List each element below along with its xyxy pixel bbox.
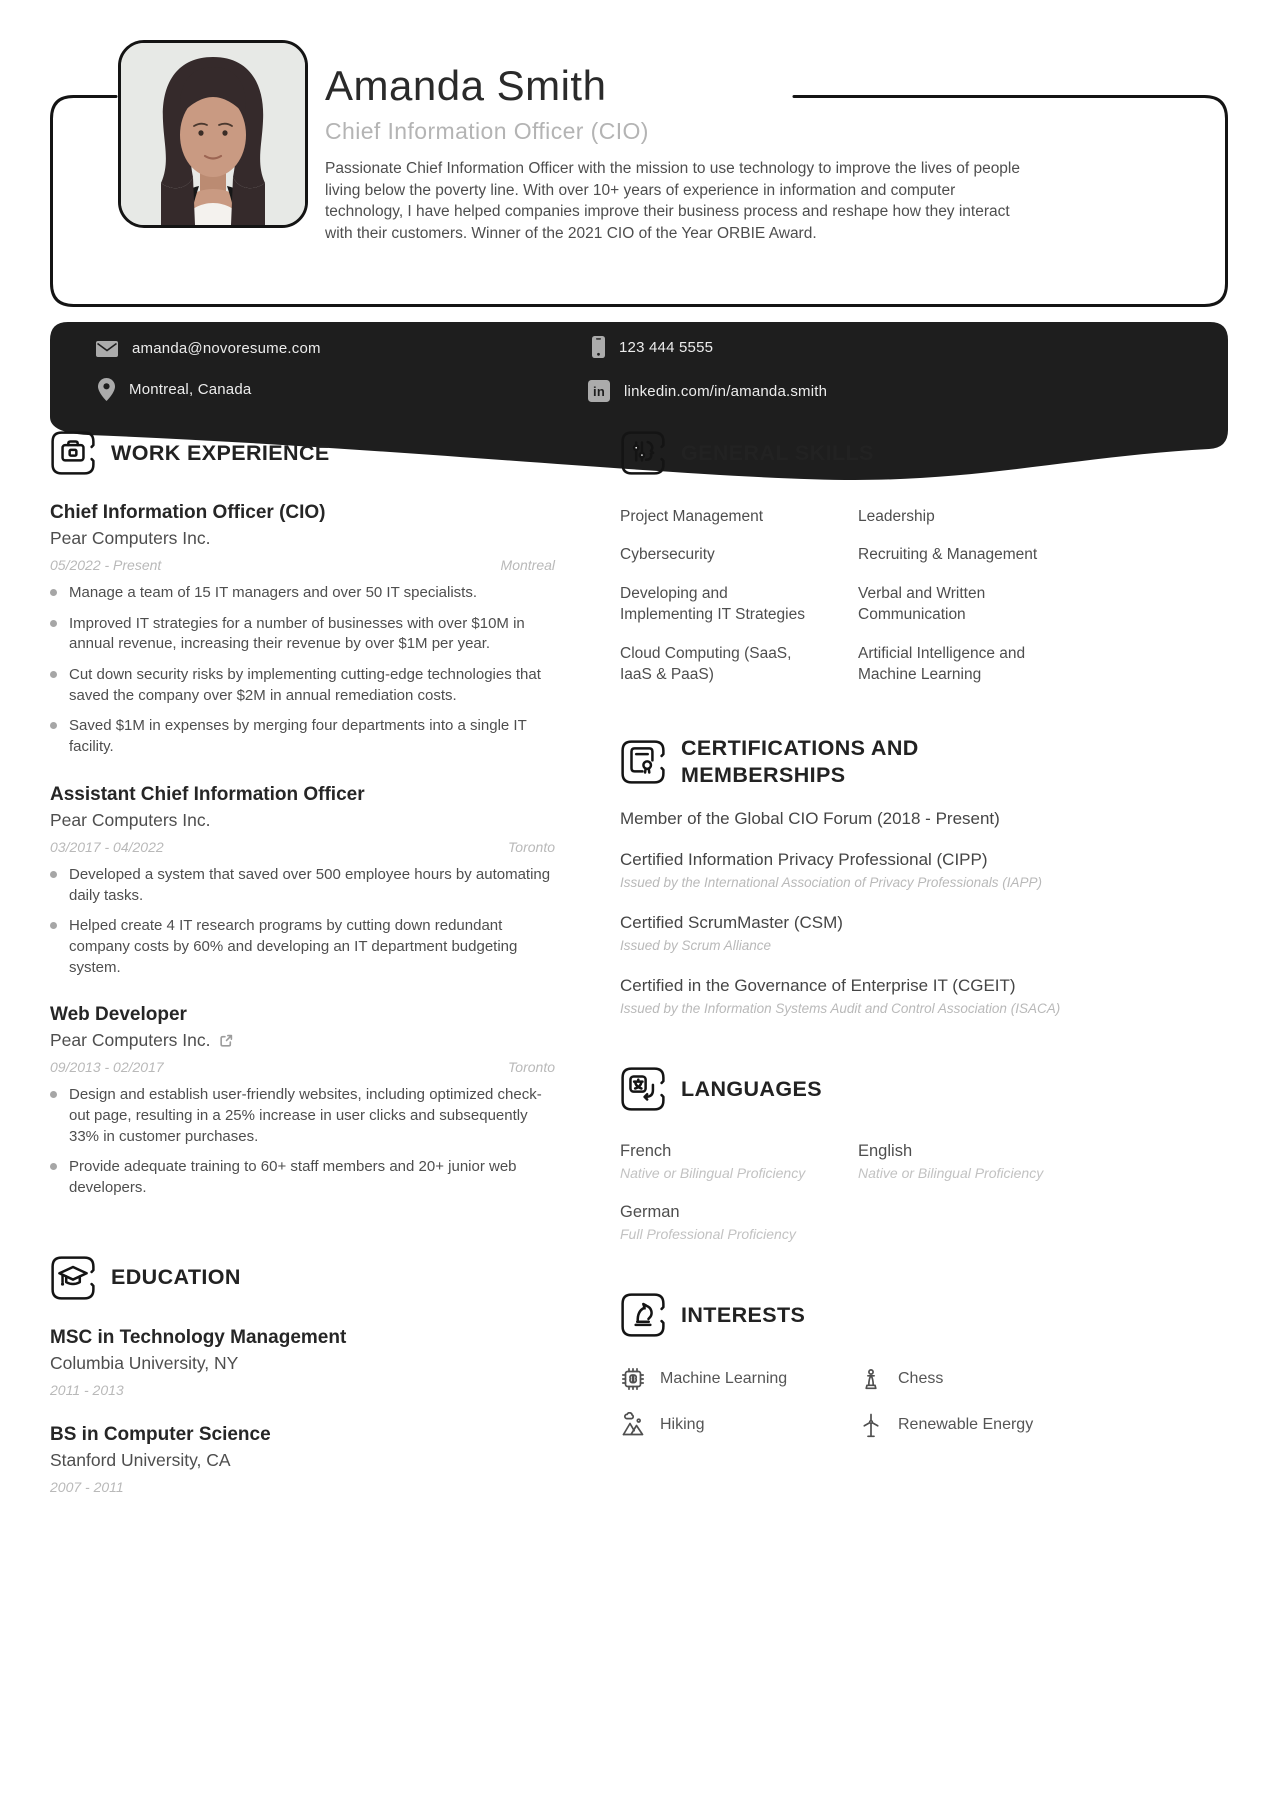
company-name: Pear Computers Inc. [50,528,211,548]
skill-item: Cloud Computing (SaaS, IaaS & PaaS) [620,644,792,683]
language-level: Native or Bilingual Proficiency [858,1165,1044,1182]
degree-name: MSC in Technology Management [50,1326,347,1348]
right-column [620,430,1067,1438]
certification-entry [620,808,1067,830]
job-bullet: Provide adequate training to 60+ staff members and 20+ junior web developers. [50,1157,555,1198]
education-section [50,1255,555,1495]
portrait-illustration [121,43,305,225]
language-name: German [620,1203,680,1222]
job-bullet: Design and establish user-friendly websites, including optimized check-out page, resulting in a 25% increase in user clicks and subsequently 33% in customer purchases. [50,1085,555,1147]
skills-grid [620,506,1067,685]
company-name: Pear Computers Inc. [50,1030,555,1051]
language-entry [620,1203,820,1242]
linkedin-value: linkedin.com/in/amanda.smith [624,382,828,400]
certifications-section [620,735,1067,1018]
job-title: Assistant Chief Information Officer [50,783,365,805]
job-bullet: Manage a team of 15 IT managers and over 50 IT specialists. [50,583,555,604]
head-sliders-icon [620,430,666,476]
certification-issuer: Issued by Scrum Alliance [620,937,772,953]
job-entry [50,1004,555,1198]
chess-knight-icon [620,1292,666,1338]
job-bullet: Helped create 4 IT research programs by cutting down redundant company costs by 60% and developing an IT department budgeting system. [50,916,555,978]
location-value: Montreal, Canada [129,381,252,398]
languages-title: LANGUAGES [681,1076,822,1101]
job-entry [50,784,555,978]
contact-location [98,378,251,401]
interest-item [620,1366,820,1392]
education-entry [50,1327,555,1398]
education-section-header [50,1255,555,1301]
interests-title: INTERESTS [681,1302,806,1327]
person-name: Amanda Smith [325,62,607,109]
contact-email[interactable] [96,340,321,357]
education-entry [50,1424,555,1495]
job-dates: 05/2022 - Present [50,557,162,573]
skill-item: Leadership [858,508,935,525]
interest-label: Machine Learning [660,1370,788,1388]
job-location: Montreal [500,557,555,573]
external-link-icon[interactable] [219,1034,233,1048]
job-title: Web Developer [50,1004,187,1026]
contact-phone[interactable] [592,336,713,358]
location-pin-icon [98,378,115,401]
contact-linkedin[interactable] [588,380,827,402]
phone-icon [592,336,605,358]
certificate-icon [620,739,666,785]
profile-summary: Passionate Chief Information Officer with the mission to use technology to improve the lives of people living below the poverty line. With over 10+ years of experience in information and computer technology, I have helped companies improve their business process and reshape how they interact with their customers. Winner of the 2021 CIO of the Year ORBIE Award. [325,160,1020,243]
certification-title: Certified in the Governance of Enterprise IT (CGEIT) [620,975,1016,995]
interest-item [620,1412,820,1438]
certification-issuer: Issued by the Information Systems Audit and Control Association (ISACA) [620,1000,1061,1016]
bullet-dot [50,671,57,678]
languages-section [620,1066,1067,1242]
education-title: EDUCATION [111,1265,241,1290]
interest-item [858,1412,1067,1438]
work-experience-title: WORK EXPERIENCE [111,440,330,465]
bullet-dot [50,871,57,878]
school-name: Columbia University, NY [50,1352,239,1373]
certification-issuer: Issued by the International Association of Privacy Professionals (IAPP) [620,875,1042,891]
envelope-icon [96,341,118,357]
bullet-dot [50,922,57,929]
job-location: Toronto [508,1059,555,1076]
left-column [50,430,555,1495]
svg-text:in: in [593,384,605,399]
languages-section-header [620,1066,1067,1112]
job-entry [50,502,555,758]
chess-piece-icon [858,1366,884,1392]
certification-title: Certified Information Privacy Professional (CIPP) [620,850,988,870]
briefcase-icon [50,430,96,476]
education-dates: 2011 - 2013 [50,1381,124,1398]
skill-item: Developing and Implementing IT Strategies [620,584,805,624]
job-title: Chief Information Officer (CIO) [50,502,326,523]
bullet-dot [50,589,57,596]
certification-entry [620,849,1067,893]
certifications-section-header [620,735,1067,789]
degree-name: BS in Computer Science [50,1423,271,1445]
certification-title: Certified ScrumMaster (CSM) [620,912,843,932]
interest-label: Chess [898,1370,944,1388]
language-entry [858,1142,1067,1181]
language-name: English [858,1142,913,1161]
general-skills-section-header [620,430,1067,476]
interests-section-header [620,1292,1067,1338]
school-name: Stanford University, CA [50,1449,231,1470]
chip-brain-icon [620,1366,646,1392]
phone-value: 123 444 5555 [619,338,714,356]
language-entry [620,1142,820,1181]
language-level: Full Professional Proficiency [620,1226,796,1243]
bullet-dot [50,722,57,729]
skill-item: Recruiting & Management [858,546,1038,564]
education-dates: 2007 - 2011 [50,1478,124,1495]
languages-grid [620,1142,1067,1242]
bullet-dot [50,1091,57,1098]
bullet-dot [50,1163,57,1170]
company-name: Pear Computers Inc. [50,809,211,830]
job-dates: 03/2017 - 04/2022 [50,838,164,855]
job-bullet: Cut down security risks by implementing cutting-edge technologies that saved the company over $2M in annual remediation costs. [50,665,555,706]
skill-item: Project Management [620,508,764,525]
work-experience-section-header [50,430,555,476]
interest-label: Renewable Energy [898,1416,1034,1434]
language-level: Native or Bilingual Proficiency [620,1165,806,1182]
certifications-title: CERTIFICATIONS AND MEMBERSHIPS [681,736,919,788]
certification-entry [620,912,1067,956]
skill-item: Artificial Intelligence and Machine Learning [858,644,1026,683]
interest-label: Hiking [660,1416,705,1434]
bullet-dot [50,620,57,627]
linkedin-icon [588,380,610,402]
graduation-cap-icon [50,1255,96,1301]
email-value: amanda@novoresume.com [132,340,321,357]
person-title: Chief Information Officer (CIO) [325,118,649,144]
job-dates: 09/2013 - 02/2017 [50,1059,164,1076]
job-bullet: Developed a system that saved over 500 employee hours by automating daily tasks. [50,865,555,906]
skill-item: Verbal and Written Communication [858,584,986,624]
job-bullet: Improved IT strategies for a number of businesses with over $10M in annual revenue, increasing their revenue by over $1M per year. [50,614,555,655]
mountains-icon [620,1412,646,1438]
wind-turbine-icon [858,1412,884,1438]
language-name: French [620,1142,672,1161]
job-bullet: Saved $1M in expenses by merging four departments into a single IT facility. [50,716,555,757]
job-location: Toronto [508,838,555,855]
translate-icon [620,1066,666,1112]
general-skills-title: GENERAL SKILLS [681,440,874,465]
certification-title: Member of the Global CIO Forum (2018 - Present) [620,809,1000,828]
skill-item: Cybersecurity [620,546,715,564]
profile-photo [118,40,308,228]
interests-grid [620,1366,1067,1438]
interest-item [858,1366,1067,1392]
certification-entry [620,975,1067,1019]
interests-section [620,1292,1067,1438]
